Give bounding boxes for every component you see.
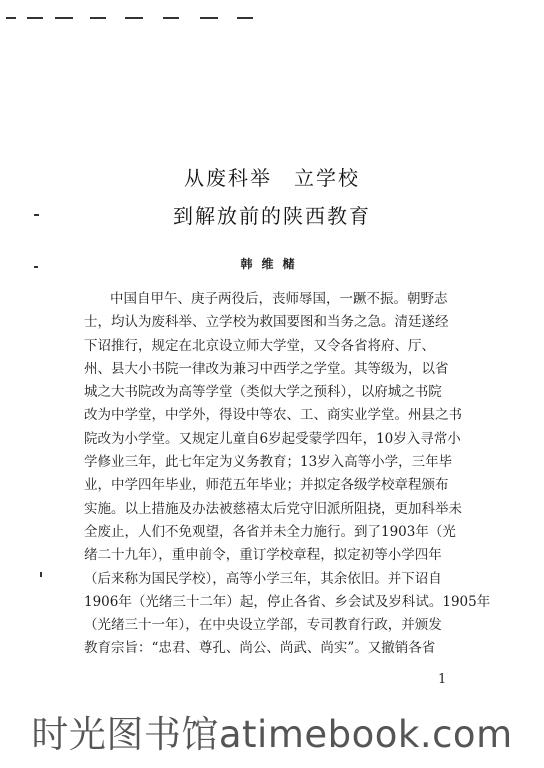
text-line: 士，均认为废科举、立学校为救国要图和当务之急。清廷遂经	[84, 314, 449, 331]
title-line-2: 到解放前的陕西教育	[173, 204, 371, 228]
text-line: 州、县大小书院一律改为兼习中西学之学堂。其等级为，以省	[84, 360, 449, 377]
text-line: 教育宗旨：“忠君、尊孔、尚公、尚武、尚实”。又撤销各省	[84, 640, 436, 657]
page-number: 1	[438, 672, 447, 687]
author-name: 韩维槠	[240, 257, 304, 271]
body-text	[84, 288, 494, 661]
text-line: 1906年（光绪三十二年）起，停止各省、乡会试及岁科试。1905年	[84, 593, 491, 610]
text-line: 全废止，人们不免观望，各省并未全力施行。到了1903年（光	[84, 523, 456, 540]
text-line: 实施。以上措施及办法被慈禧太后党守旧派所阻挠，更加科举未	[84, 500, 462, 517]
text-line: （光绪三十一年），在中央设立学部，专司教育行政，并颁发	[84, 617, 442, 634]
text-line: 城之大书院改为高等学堂（类似大学之预科），以府城之书院	[84, 384, 442, 401]
watermark-text: 时光图书馆atimebook.com	[31, 713, 513, 756]
text-line: 下诏推行，规定在北京设立师大学堂，又令各省将府、厅、	[84, 337, 435, 354]
text-line: （后来称为国民学校），高等小学三年，其余依旧。并下诏自	[84, 570, 442, 587]
title-line-1: 从废科举 立学校	[184, 166, 360, 190]
text-line: 绪二十九年），重申前令，重订学校章程，拟定初等小学四年	[84, 547, 442, 564]
text-line: 业，中学四年毕业，师范五年毕业；并拟定各级学校章程颁布	[84, 477, 449, 494]
text-line: 院改为小学堂。又规定儿童自6岁起受蒙学四年，10岁入寻常小	[84, 430, 461, 447]
scan-speck	[40, 572, 42, 577]
text-line: 改为中学堂，中学外，得设中等农、工、商实业学堂。州县之书	[84, 407, 462, 424]
text-line: 中国自甲午、庚子两役后，丧师辱国，一蹶不振。朝野志	[110, 291, 448, 307]
text-line: 学修业三年，此七年定为义务教育；13岁入高等小学，三年毕	[84, 454, 453, 471]
